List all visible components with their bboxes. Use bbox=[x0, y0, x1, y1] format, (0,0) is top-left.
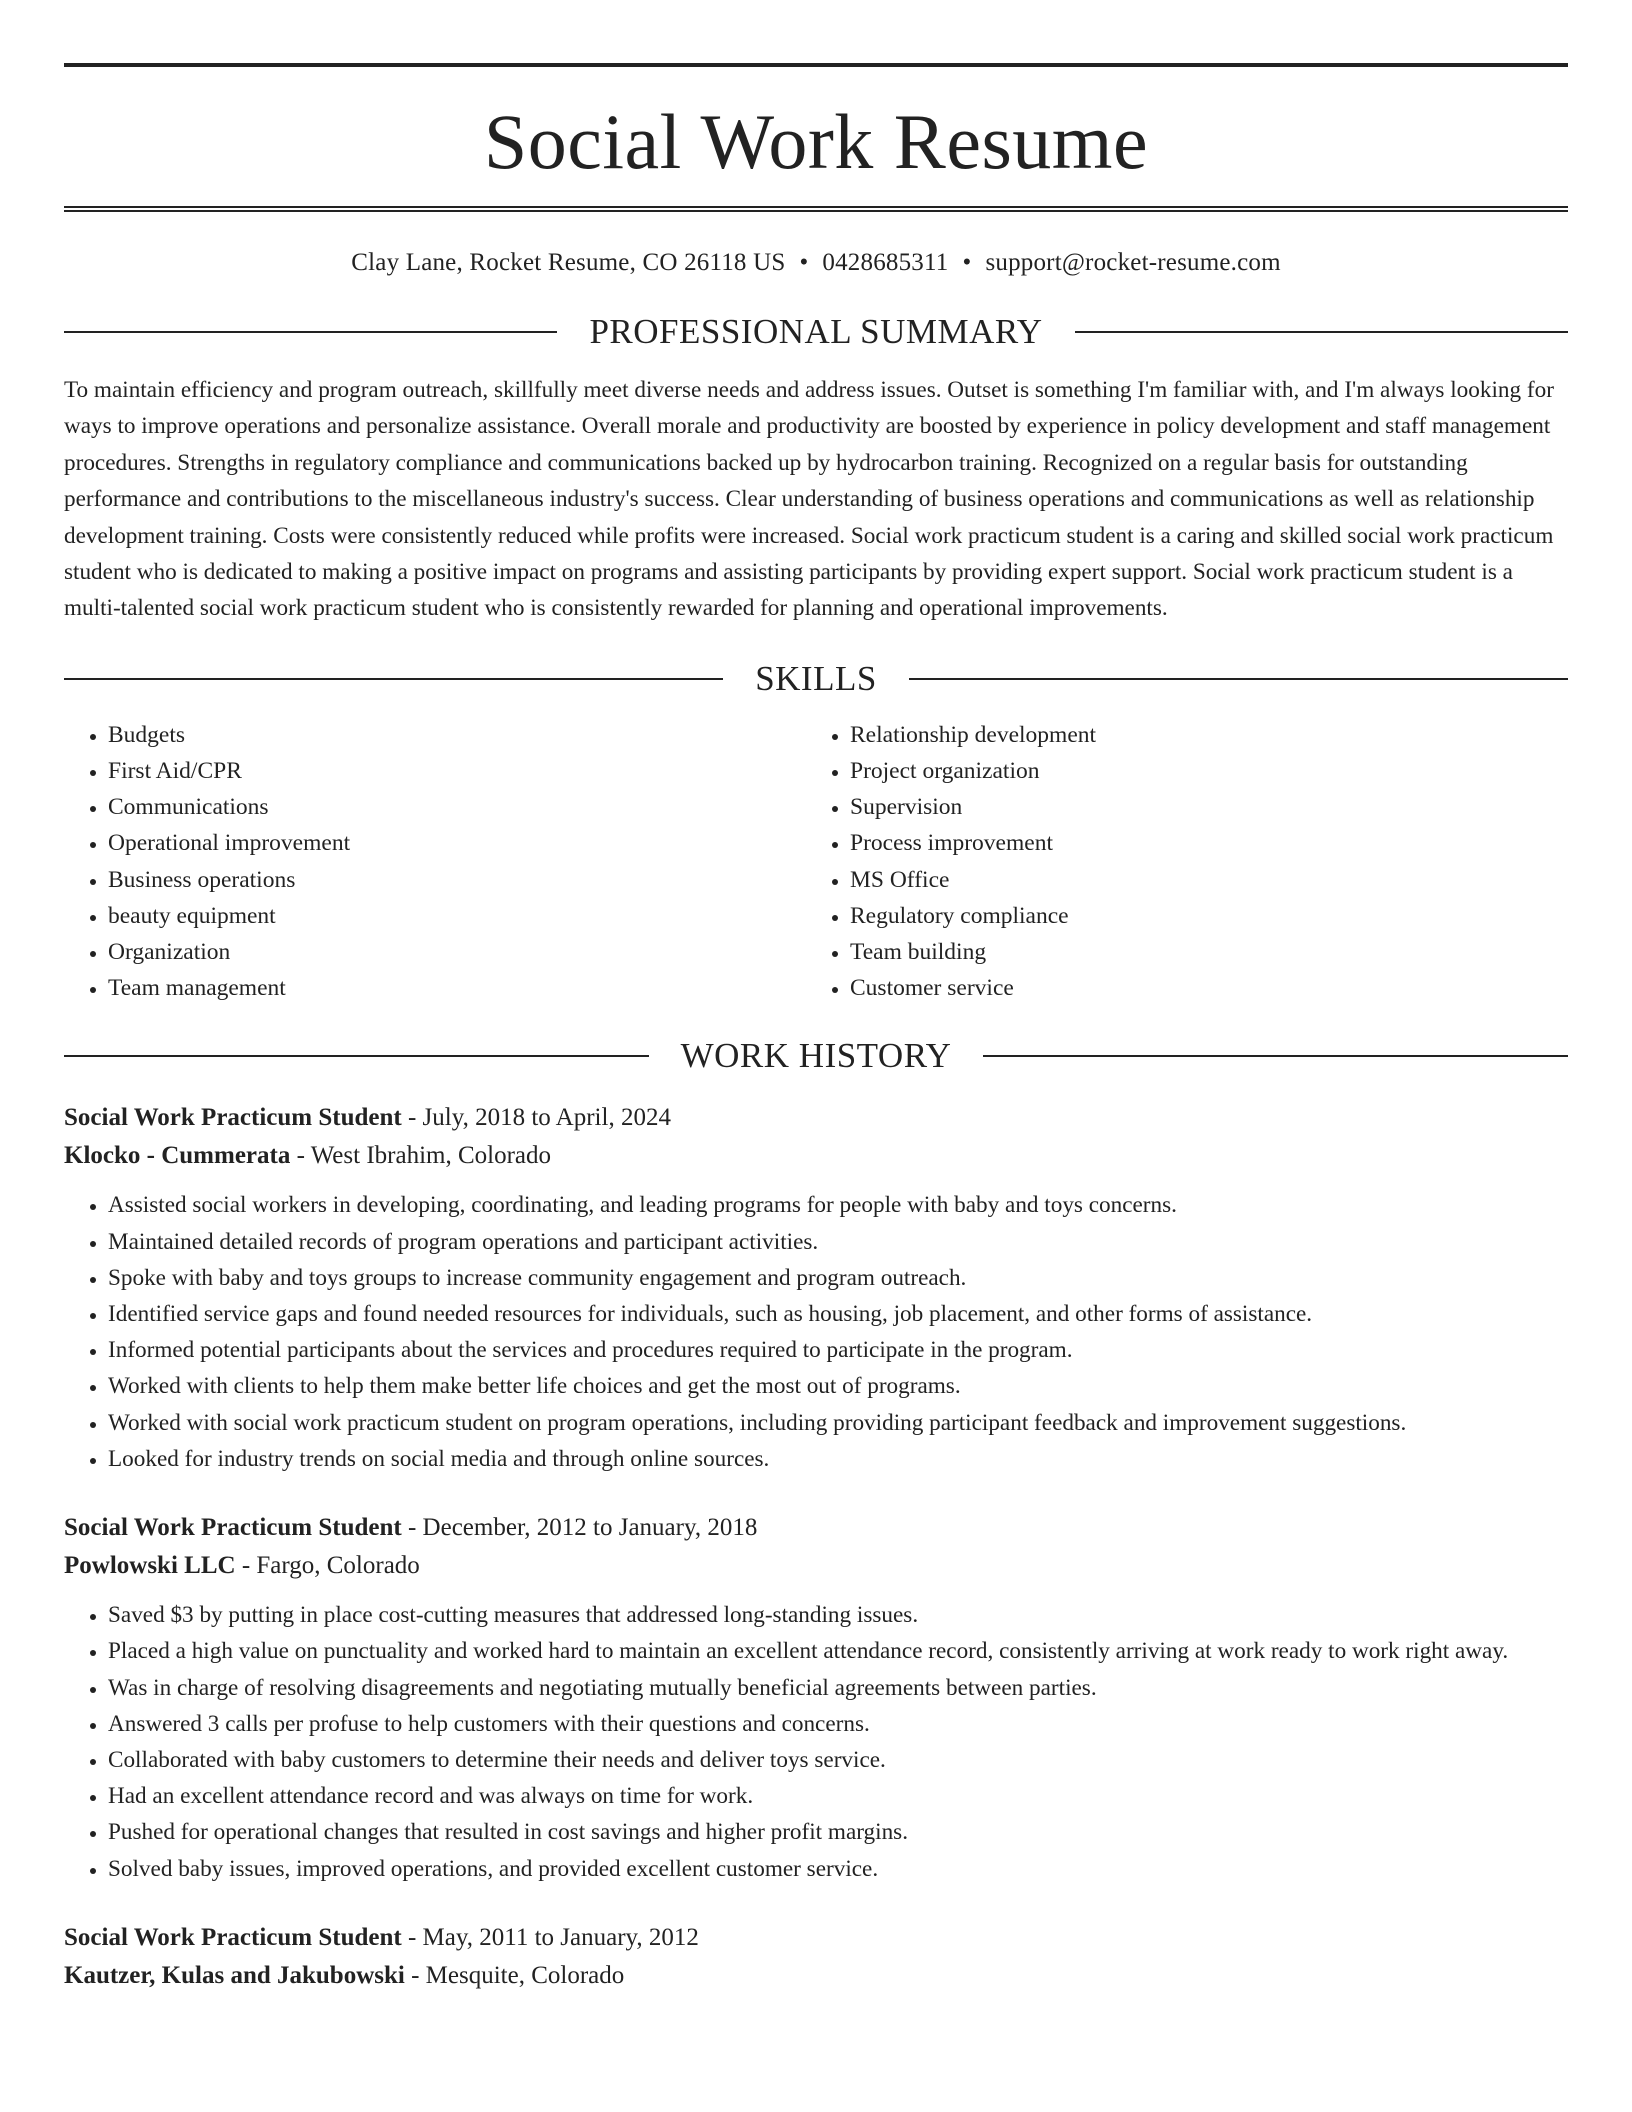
job-bullet: • Answered 3 calls per profuse to help customers with their questions and concerns. bbox=[108, 1706, 1568, 1742]
section-rule-left bbox=[64, 331, 557, 333]
contact-email: support@rocket-resume.com bbox=[985, 249, 1281, 276]
skill-item: • Regulatory compliance bbox=[850, 898, 1548, 934]
job-title: Social Work Practicum Student bbox=[64, 1104, 402, 1132]
skills-section-header bbox=[64, 659, 1568, 699]
job-title-line bbox=[64, 1919, 1568, 1957]
summary-section-header bbox=[64, 312, 1568, 352]
skill-item: • Operational improvement bbox=[108, 825, 806, 861]
job-company: Powlowski LLC bbox=[64, 1552, 236, 1580]
skill-item: • Customer service bbox=[850, 970, 1548, 1006]
work-heading: WORK HISTORY bbox=[680, 1036, 952, 1076]
section-rule-right bbox=[1075, 331, 1568, 333]
job-dates: - December, 2012 to January, 2018 bbox=[401, 1514, 758, 1542]
resume-page bbox=[64, 0, 1568, 1995]
job-bullet: • Placed a high value on punctuality and worked hard to maintain an excellent attendance record, consistently arriving at work ready to work right away. bbox=[108, 1633, 1568, 1669]
job-bullet: • Informed potential participants about the services and procedures required to participate in the program. bbox=[108, 1332, 1568, 1368]
job-title: Social Work Practicum Student bbox=[64, 1923, 402, 1951]
job-bullet: • Pushed for operational changes that resulted in cost savings and higher profit margins. bbox=[108, 1814, 1568, 1850]
job-dates: - July, 2018 to April, 2024 bbox=[401, 1104, 671, 1132]
job-location: - West Ibrahim, Colorado bbox=[290, 1142, 552, 1170]
job-company-line bbox=[64, 1957, 1568, 1995]
job-bullet: • Was in charge of resolving disagreements and negotiating mutually beneficial agreements between parties. bbox=[108, 1670, 1568, 1706]
job-bullets bbox=[64, 1187, 1568, 1477]
job-bullet: • Had an excellent attendance record and was always on time for work. bbox=[108, 1778, 1568, 1814]
skill-item: • Relationship development bbox=[850, 717, 1548, 753]
skills-list bbox=[64, 717, 1568, 1007]
title-block bbox=[64, 63, 1568, 212]
job-title: Social Work Practicum Student bbox=[64, 1514, 402, 1542]
job-bullet: • Maintained detailed records of program operations and participant activities. bbox=[108, 1224, 1568, 1260]
skill-item: • First Aid/CPR bbox=[108, 753, 806, 789]
summary-heading: PROFESSIONAL SUMMARY bbox=[589, 312, 1043, 351]
job-location: - Mesquite, Colorado bbox=[404, 1961, 625, 1989]
job-bullet: • Identified service gaps and found needed resources for individuals, such as housing, job placement, and other forms of assistance. bbox=[108, 1296, 1568, 1332]
job-bullet: • Spoke with baby and toys groups to increase community engagement and program outreach. bbox=[108, 1260, 1568, 1296]
job-entry bbox=[64, 1919, 1568, 1995]
job-bullet: • Collaborated with baby customers to determine their needs and deliver toys service. bbox=[108, 1742, 1568, 1778]
job-company-line bbox=[64, 1547, 1568, 1585]
skill-item: • Process improvement bbox=[850, 825, 1548, 861]
section-rule-left bbox=[64, 1055, 649, 1057]
job-company: Kautzer, Kulas and Jakubowski bbox=[64, 1961, 405, 1989]
skill-item: • Team building bbox=[850, 934, 1548, 970]
job-bullet: • Solved baby issues, improved operations, and provided excellent customer service. bbox=[108, 1851, 1568, 1887]
summary-text: To maintain efficiency and program outreach, skillfully meet diverse needs and address issues. Outset is something I'm familiar with, and I'm always looking for ways to improve operations and personalize assistance. Overall morale and productivity are boosted by experience in policy development and staff management procedures. Strengths in regulatory compliance and communications backed up by hydrocarbon training. Recognized on a regular basis for outstanding performance and contributions to the miscellaneous industry's success. Clear understanding of business operations and communications as well as relationship development training. Costs were consistently reduced while profits were increased. Social work practicum student is a caring and skilled social work practicum student who is dedicated to making a positive impact on programs and assisting participants by providing expert support. Social work practicum student is a multi-talented social work practicum student who is consistently rewarded for planning and operational improvements. bbox=[64, 377, 1554, 622]
section-rule-right bbox=[909, 678, 1568, 680]
job-bullet: • Worked with social work practicum student on program operations, including providing participant feedback and improvement suggestions. bbox=[108, 1405, 1568, 1441]
job-dates: - May, 2011 to January, 2012 bbox=[401, 1923, 699, 1951]
contact-address: Clay Lane, Rocket Resume, CO 26118 US bbox=[351, 249, 786, 276]
job-bullet: • Assisted social workers in developing, coordinating, and leading programs for people with baby and toys concerns. bbox=[108, 1187, 1568, 1223]
job-title-line bbox=[64, 1099, 1568, 1137]
skills-column-right bbox=[806, 717, 1548, 1007]
job-bullet: • Saved $3 by putting in place cost-cutting measures that addressed long-standing issues. bbox=[108, 1597, 1568, 1633]
resume-title: Social Work Resume bbox=[483, 98, 1149, 185]
skill-item: • Business operations bbox=[108, 862, 806, 898]
skill-item: • Team management bbox=[108, 970, 806, 1006]
job-bullets bbox=[64, 1597, 1568, 1887]
job-entry bbox=[64, 1509, 1568, 1887]
job-bullet: • Worked with clients to help them make better life choices and get the most out of programs. bbox=[108, 1368, 1568, 1404]
skill-item: • Communications bbox=[108, 789, 806, 825]
skills-heading: SKILLS bbox=[755, 658, 877, 698]
contact-separator: • bbox=[799, 249, 809, 276]
skill-item: • Supervision bbox=[850, 789, 1548, 825]
job-bullet: • Looked for industry trends on social media and through online sources. bbox=[108, 1441, 1568, 1477]
skills-column-left bbox=[64, 717, 806, 1007]
skill-item: • Project organization bbox=[850, 753, 1548, 789]
job-company: Klocko - Cummerata bbox=[64, 1142, 291, 1170]
skill-item: • MS Office bbox=[850, 862, 1548, 898]
job-entry bbox=[64, 1099, 1568, 1477]
section-rule-left bbox=[64, 678, 723, 680]
skill-item: • Organization bbox=[108, 934, 806, 970]
contact-phone: 0428685311 bbox=[822, 249, 949, 276]
job-location: - Fargo, Colorado bbox=[235, 1552, 420, 1580]
job-title-line bbox=[64, 1509, 1568, 1547]
work-section-header bbox=[64, 1036, 1568, 1076]
job-company-line bbox=[64, 1137, 1568, 1175]
contact-line bbox=[64, 248, 1568, 278]
skill-item: • beauty equipment bbox=[108, 898, 806, 934]
contact-separator: • bbox=[962, 249, 972, 276]
section-rule-right bbox=[983, 1055, 1568, 1057]
skill-item: • Budgets bbox=[108, 717, 806, 753]
